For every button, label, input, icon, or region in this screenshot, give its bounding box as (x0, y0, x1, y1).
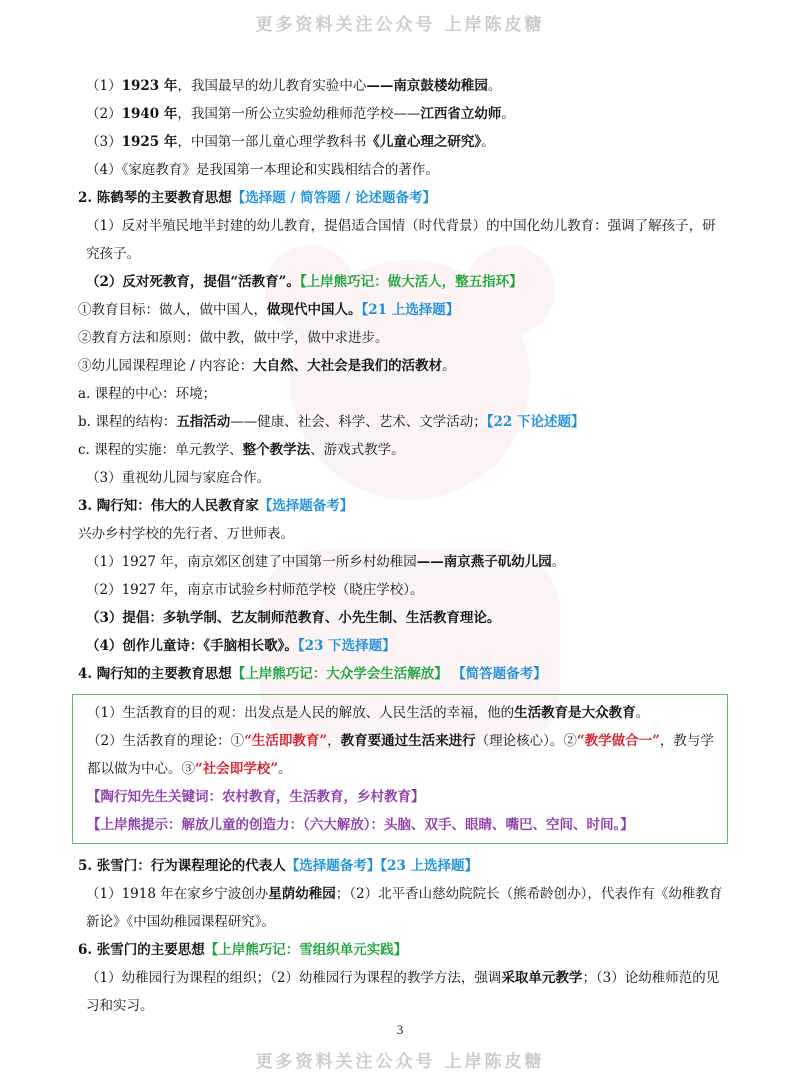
list-item: （1）1927 年，南京郊区创建了中国第一所乡村幼稚园——南京燕子矶幼儿园。 (86, 554, 566, 570)
list-item: c. 课程的实施：单元教学、整个教学法、游戏式教学。 (78, 442, 405, 458)
document-body (78, 72, 728, 1020)
paragraph: （2）反对死教育，提倡“活教育”。【上岸熊巧记：做大活人，整五指环】 (86, 274, 523, 290)
history-item-2: （2）1940 年，我国第一所公立实验幼稚师范学校——江西省立幼师。 (86, 106, 515, 122)
box-tip: 【上岸熊提示：解放儿童的创造力：（六大解放）：头脑、双手、眼睛、嘴巴、空间、时间。】 (87, 817, 634, 833)
history-item-1: （1）1923 年，我国最早的幼儿教育实验中心——南京鼓楼幼稚园。 (86, 78, 502, 94)
list-item: ③幼儿园课程理论 / 内容论：大自然、大社会是我们的活教材。 (78, 358, 456, 374)
list-item: a. 课程的中心：环境； (78, 386, 217, 402)
paragraph: （1）幼稚园行为课程的组织；（2）幼稚园行为课程的教学方法，强调采取单元教学；（3）论幼稚师范的见习和实习。 (86, 970, 720, 1014)
section-heading: 6. 张雪门的主要思想【上岸熊巧记：雪组织单元实践】 (78, 942, 408, 958)
section-heading: 3. 陶行知：伟大的人民教育家【选择题备考】 (78, 498, 354, 514)
key-points-box (72, 694, 728, 844)
box-paragraph: （2）生活教育的理论：①“生活即教育”，教育要通过生活来进行（理论核心）。②“教学做合一”，教与学都以做为中心。③“社会即学校”。 (87, 733, 714, 777)
list-item: ②教育方法和原则：做中教，做中学，做中求进步。 (78, 330, 389, 346)
box-paragraph: （1）生活教育的目的观：出发点是人民的解放、人民生活的幸福，他的生活教育是大众教育。 (87, 705, 650, 721)
page-number: 3 (396, 1022, 404, 1037)
page-footer: 更多资料关注公众号 上岸陈皮糖 (255, 1052, 545, 1072)
page-header: 更多资料关注公众号 上岸陈皮糖 (255, 15, 545, 35)
box-keywords: 【陶行知先生关键词：农村教育，生活教育，乡村教育】 (87, 789, 425, 805)
list-item: ①教育目标：做人，做中国人，做现代中国人。【21 上选择题】 (78, 302, 460, 318)
section-heading: 5. 张雪门：行为课程理论的代表人【选择题备考】【23 上选择题】 (78, 858, 479, 874)
history-item-4: （4）《家庭教育》是我国第一本理论和实践相结合的著作。 (86, 162, 439, 178)
paragraph: 兴办乡村学校的先行者、万世师表。 (78, 526, 294, 542)
list-item: （3）提倡：多轨学制、艺友制师范教育、小先生制、生活教育理论。 (86, 610, 501, 626)
paragraph: （1）1918 年在家乡宁波创办星荫幼稚园；（2）北平香山慈幼院院长（熊希龄创办），代表作有《幼稚教育新论》《中国幼稚园课程研究》。 (86, 886, 723, 930)
list-item: b. 课程的结构：五指活动——健康、社会、科学、艺术、文学活动；【22 下论述题】 (78, 414, 585, 430)
paragraph: （3）重视幼儿园与家庭合作。 (86, 470, 271, 486)
section-heading: 2. 陈鹤琴的主要教育思想【选择题 / 简答题 / 论述题备考】 (78, 190, 436, 206)
section-heading: 4. 陶行知的主要教育思想【上岸熊巧记：大众学会生活解放】 【简答题备考】 (78, 666, 547, 682)
list-item: （4）创作儿童诗：《手脑相长歌》。【23 下选择题】 (86, 638, 396, 654)
paragraph: （1）反对半殖民地半封建的幼儿教育，提倡适合国情（时代背景）的中国化幼儿教育：强调了解孩子，研究孩子。 (86, 218, 716, 262)
history-item-3: （3）1925 年，中国第一部儿童心理学教科书《儿童心理之研究》。 (86, 134, 495, 150)
list-item: （2）1927 年，南京市试验乡村师范学校（晓庄学校）。 (86, 582, 424, 598)
